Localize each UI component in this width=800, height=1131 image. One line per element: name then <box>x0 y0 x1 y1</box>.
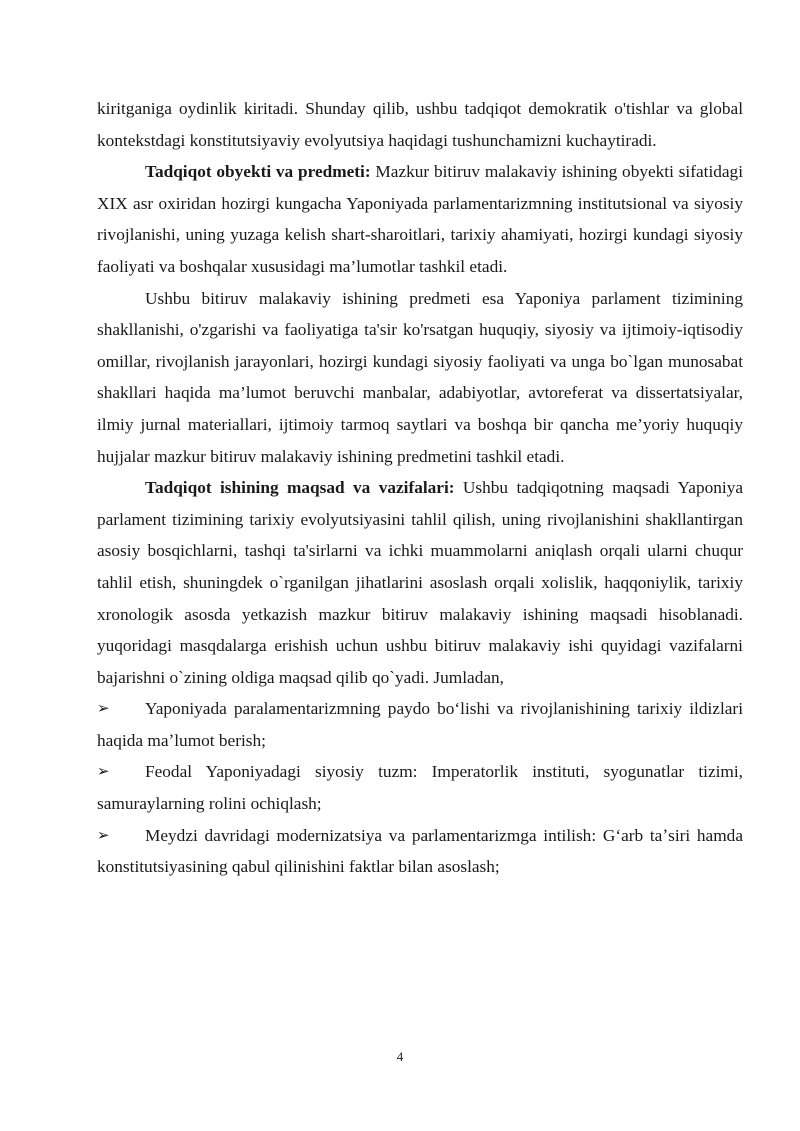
arrow-bullet-icon: ➢ <box>97 699 110 718</box>
page-number: 4 <box>396 1049 404 1064</box>
list-item <box>97 756 743 819</box>
arrow-bullet-icon: ➢ <box>97 762 110 781</box>
list-item-text: Feodal Yaponiyadagi siyosiy tuzm: Imperatorlik instituti, syogunatlar tizimi, samuraylarning rolini ochiqlash; <box>97 762 743 814</box>
text-object-subject: Mazkur bitiruv malakaviy ishining obyekti sifatidagi XIX asr oxiridan hozirgi kungacha Yaponiyada parlamentarizmning institutsional va siyosiy rivojlanishi, uning yuzaga kelish shart-sharoitlari, tarixiy ahamiyati, hozirgi kundagi siyosiy faoliyati va boshqalar xususidagi ma’lumotlar tashkil etadi. <box>97 162 743 276</box>
list-item-text: Yaponiyada paralamentarizmning paydo boʻlishi va rivojlanishining tarixiy ildizlari haqida maʼlumot berish; <box>97 699 743 750</box>
list-item <box>97 820 743 883</box>
heading-object-subject: Tadqiqot obyekti va predmeti: <box>145 162 371 182</box>
paragraph-intro-continuation: kiritganiga oydinlik kiritadi. Shunday qilib, ushbu tadqiqot demokratik o'tishlar va global kontekstdagi konstitutsiyaviy evolyutsiya haqidagi tushunchamizni kuchaytiradi. <box>97 99 743 150</box>
paragraph-goals-tasks <box>97 472 743 693</box>
heading-goals-tasks: Tadqiqot ishining maqsad va vazifalari: <box>145 478 455 498</box>
arrow-bullet-icon: ➢ <box>97 825 110 844</box>
paragraph-object-subject <box>97 156 743 282</box>
document-page <box>97 93 743 883</box>
list-item <box>97 693 743 756</box>
text-goals-tasks: Ushbu tadqiqotning maqsadi Yaponiya parlament tizimining tarixiy evolyutsiyasini tahlil qilish, uning rivojlanishini shakllantirgan asosiy bosqichlarni, tashqi ta'sirlarni va ichki muammolarni aniqlash orqali ularni chuqur tahlil etish, shuningdek o`rganilgan jihatlarini asoslash orqali xolislik, haqqoniylik, tarixiy xronologik asosda yetkazish mazkur bitiruv malakaviy ishining maqsadi hisoblanadi. yuqoridagi masqdalarga erishish uchun ushbu bitiruv malakaviy ishi quyidagi vazifalarni bajarishni o`zining oldiga maqsad qilib qo`yadi. Jumladan, <box>97 478 744 687</box>
paragraph-subject-detail: Ushbu bitiruv malakaviy ishining predmeti esa Yaponiya parlament tizimining shakllanishi, o'zgarishi va faoliyatiga ta'sir ko'rsatgan huquqiy, siyosiy va ijtimoiy-iqtisodiy omillar, rivojlanish jarayonlari, hozirgi kundagi siyosiy faoliyati va unga bo`lgan munosabat shakllari haqida ma’lumot beruvchi manbalar, adabiyotlar, avtoreferat va dissertatsiyalar, ilmiy jurnal materiallari, ijtimoiy tarmoq saytlari va boshqa bir qancha me’yoriy huquqiy hujjalar mazkur bitiruv malakaviy ishining predmetini tashkil etadi. <box>97 288 743 466</box>
list-item-text: Meydzi davridagi modernizatsiya va parlamentarizmga intilish: Gʻarb taʼsiri hamda konstitutsiyasining qabul qilinishini faktlar bilan asoslash; <box>97 825 743 877</box>
